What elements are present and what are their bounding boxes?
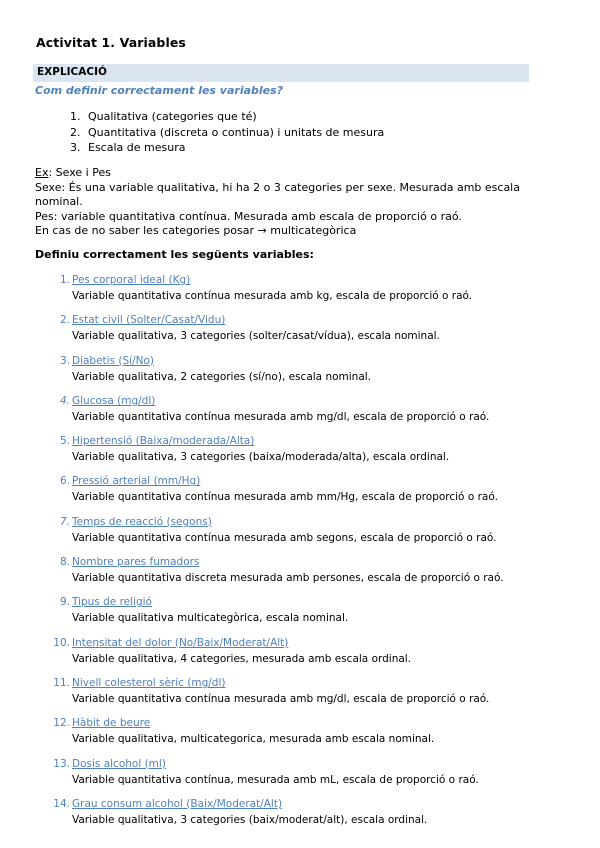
variable-link[interactable]: Diabetis (Sí/No) — [72, 354, 154, 367]
variable-link[interactable]: Grau consum alcohol (Baix/Moderat/Alt) — [72, 797, 283, 810]
example-line: En cas de no saber les categories posar → multicategòrica — [35, 224, 357, 237]
variable-item: 4. Glucosa (mg/dl) Variable quantitativa contínua mesurada amb mg/dl, escala de proporció o raó. — [59, 394, 490, 423]
variable-answer: Variable quantitativa discreta mesurada amb persones, escala de proporció o raó. — [72, 572, 504, 585]
define-heading: Definiu correctament les següents variables: — [35, 248, 314, 261]
variable-answer: Variable quantitativa contínua, mesurada amb mL, escala de proporció o raó. — [72, 773, 479, 786]
steps-list — [70, 109, 384, 156]
list-item: 3. Escala de mesura — [70, 141, 186, 154]
example-line: Sexe: És una variable qualitativa, hi ha 2 o 3 categories per sexe. Mesurada amb escala nominal. — [35, 180, 520, 208]
variable-link[interactable]: Glucosa (mg/dl) — [72, 394, 156, 407]
subtitle: Com definir correctament les variables? — [35, 84, 284, 97]
variable-item: 10. Intensitat del dolor (No/Baix/Moderat/Alt) Variable qualitativa, 4 categories, mesurada amb escala ordinal. — [53, 636, 412, 665]
variable-link[interactable]: Intensitat del dolor (No/Baix/Moderat/Alt) — [72, 636, 289, 649]
page-title: Activitat 1. Variables — [36, 35, 186, 50]
variable-link[interactable]: Hàbit de beure — [72, 717, 151, 730]
variable-answer: Variable quantitativa contínua mesurada amb kg, escala de proporció o raó. — [72, 290, 473, 302]
variable-answer: Variable qualitativa, multicategorica, mesurada amb escala nominal. — [72, 733, 435, 746]
variable-item: 6. Pressió arterial (mm/Hg) Variable quantitativa contínua mesurada amb mm/Hg, escala de proporció o raó. — [59, 475, 498, 504]
variable-link[interactable]: Nivell colesterol sèric (mg/dl) — [72, 676, 226, 689]
variable-link[interactable]: Hipertensió (Baixa/moderada/Alta) — [72, 435, 255, 448]
example-line: Pes: variable quantitativa contínua. Mesurada amb escala de proporció o raó. — [35, 209, 462, 223]
variable-item: 7. Temps de reacció (segons) Variable quantitativa contínua mesurada amb segons, escala de proporció o raó. — [59, 515, 497, 544]
example-block — [35, 166, 535, 239]
variable-answer: Variable qualitativa, 3 categories (baix/moderat/alt), escala ordinal. — [72, 813, 428, 826]
list-item: 1. Qualitativa (categories que té) — [70, 110, 257, 123]
variable-link[interactable]: Tipus de religió — [72, 596, 152, 609]
variable-item: 3. Diabetis (Sí/No) Variable qualitativa, 2 categories (sí/no), escala nominal. — [59, 354, 372, 383]
variable-item: 2. Estat civil (Solter/Casat/Vidu) Variable qualitativa, 3 categories (solter/casat/vídua), escala nominal. — [59, 314, 440, 343]
variables-list — [50, 274, 570, 838]
variable-item: 13. Dosis alcohol (ml) Variable quantitativa contínua, mesurada amb mL, escala de proporció o raó. — [53, 757, 479, 786]
variable-answer: Variable quantitativa contínua mesurada amb mg/dl, escala de proporció o raó. — [72, 692, 490, 705]
variable-item: 14. Grau consum alcohol (Baix/Moderat/Alt) Variable qualitativa, 3 categories (baix/moderat/alt), escala ordinal. — [53, 797, 428, 826]
section-header — [33, 64, 529, 82]
variable-item: 1. Pes corporal ideal (Kg) Variable quantitativa contínua mesurada amb kg, escala de proporció o raó. — [59, 274, 473, 302]
variable-answer: Variable qualitativa, 3 categories (solter/casat/vídua), escala nominal. — [72, 330, 440, 343]
variable-answer: Variable quantitativa contínua mesurada amb mg/dl, escala de proporció o raó. — [72, 410, 490, 423]
variable-link[interactable]: Pressió arterial (mm/Hg) — [72, 475, 201, 488]
list-item: 2. Quantitativa (discreta o continua) i unitats de mesura — [70, 125, 385, 139]
variable-item: 9. Tipus de religió Variable qualitativa multicategòrica, escala nominal. — [59, 596, 349, 625]
variable-link[interactable]: Nombre pares fumadors — [72, 556, 200, 569]
section-label: EXPLICACIÓ — [37, 66, 107, 78]
variable-answer: Variable quantitativa contínua mesurada amb mm/Hg, escala de proporció o raó. — [72, 491, 498, 504]
variable-link[interactable]: Pes corporal ideal (Kg) — [72, 274, 191, 286]
variable-answer: Variable qualitativa, 2 categories (sí/no), escala nominal. — [72, 370, 372, 383]
variable-answer: Variable quantitativa contínua mesurada amb segons, escala de proporció o raó. — [72, 531, 497, 544]
variable-item: 12. Hàbit de beure Variable qualitativa, multicategorica, mesurada amb escala nominal. — [53, 717, 435, 746]
variable-item: 8. Nombre pares fumadors Variable quantitativa discreta mesurada amb persones, escala de proporció o raó. — [59, 556, 504, 585]
variable-answer: Variable qualitativa, 4 categories, mesurada amb escala ordinal. — [72, 652, 412, 665]
variable-link[interactable]: Temps de reacció (segons) — [72, 515, 212, 528]
variable-answer: Variable qualitativa, 3 categories (baixa/moderada/alta), escala ordinal. — [72, 451, 450, 464]
variable-answer: Variable qualitativa multicategòrica, escala nominal. — [72, 612, 349, 625]
example-title: Ex: Sexe i Pes — [35, 166, 111, 179]
variable-item: 11. Nivell colesterol sèric (mg/dl) Variable quantitativa contínua mesurada amb mg/dl, escala de proporció o raó. — [53, 676, 490, 705]
variable-item: 5. Hipertensió (Baixa/moderada/Alta) Variable qualitativa, 3 categories (baixa/moderada/alta), escala ordinal. — [59, 435, 450, 464]
variable-link[interactable]: Estat civil (Solter/Casat/Vidu) — [72, 314, 226, 327]
variable-link[interactable]: Dosis alcohol (ml) — [72, 757, 166, 770]
